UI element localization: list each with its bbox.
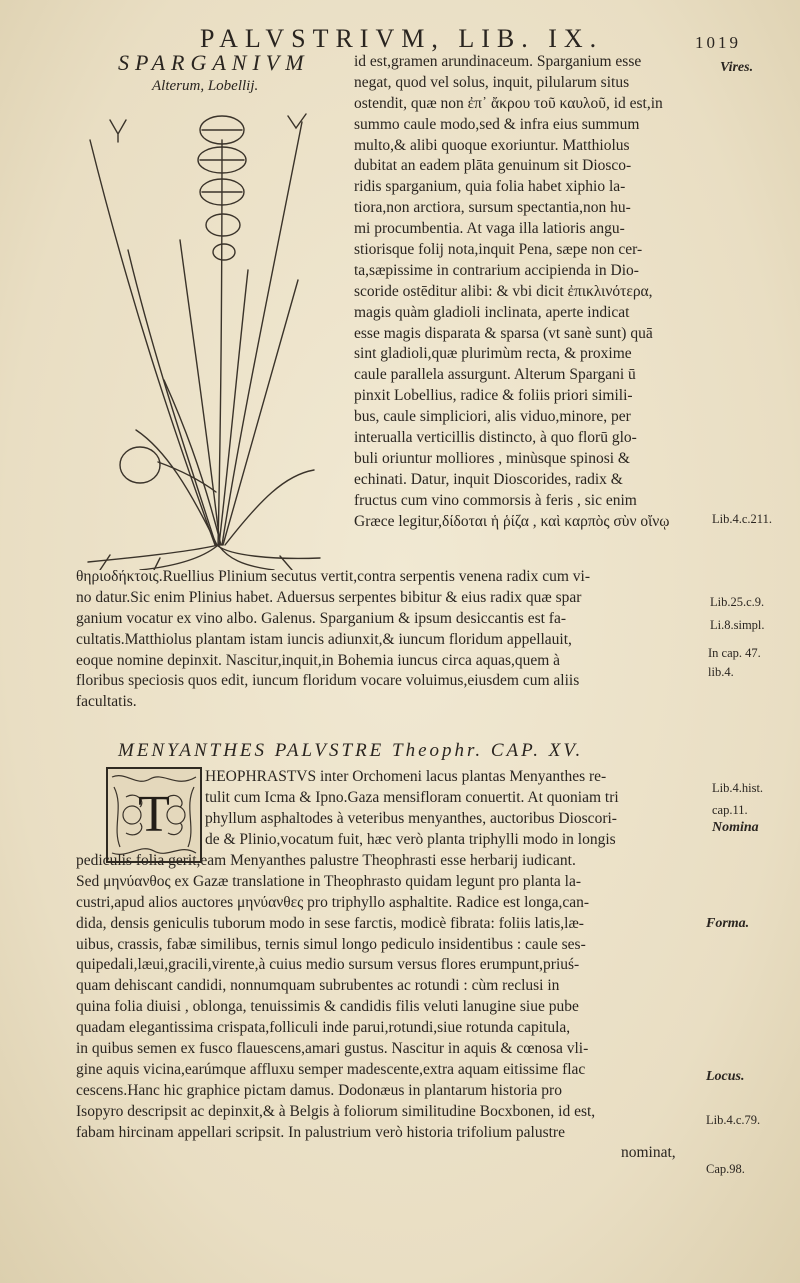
body-text-full-width-2 — [76, 851, 676, 1164]
running-header: PALVSTRIVM, LIB. IX. — [200, 24, 604, 53]
text-line: floribus speciosis quos edit, iuncum floridum vocare voluimus,eiusdem cum aliis — [76, 672, 580, 690]
margin-note-locus: Locus. — [706, 1069, 745, 1084]
text-line: HEOPHRASTVS inter Orchomeni lacus plantas Menyanthes re- — [205, 768, 607, 785]
text-line: facultatis. — [76, 693, 137, 711]
text-line: phyllum asphaltodes à veteribus menyanthes, auctoribus Dioscori- — [205, 809, 617, 827]
text-line: de & Plinio,vocatum fuit, hæc verò planta triphylli modo in longis — [205, 830, 616, 848]
margin-note-ref: lib.4. — [708, 665, 734, 679]
body-text-beside-initial — [205, 767, 619, 851]
body-text-right-column — [354, 52, 710, 532]
text-line: dida, densis geniculis tuborum modo in sese farctis, modicè fibrata: foliis latis,læ- — [76, 914, 584, 932]
text-line: in quibus semen ex fusco flauescens,amari gustus. Nascitur in aquis & cœnosa vli- — [76, 1040, 589, 1058]
text-line: summo caule modo,sed & infra eius summum — [354, 115, 640, 133]
text-line: magis quàm gladioli inclinata, aperte indicat — [354, 303, 630, 321]
ornamental-initial-T — [106, 767, 202, 863]
text-line: quina folia diuisi , oblonga, tenuissimis & candidis filis veluti lanugine siue pube — [76, 998, 579, 1016]
text-line: quam dehiscant candidi, nonnumquam subrubentes ac rotundi : cùm reclusi in — [76, 977, 560, 995]
text-line: esse magis disparata & sparsa (vt sanè sunt) quā — [354, 324, 653, 342]
text-line: bus, caule simpliciori, alis viduo,minore, per — [354, 408, 631, 426]
margin-note-ref: Cap.98. — [706, 1162, 745, 1176]
sparganium-woodcut-illustration — [70, 100, 340, 570]
margin-note-ref: Lib.25.c.9. — [710, 595, 765, 609]
text-line: pediculis folia gerit,eam Menyanthes palustre Theophrasti esse herbarij iudicant. — [76, 852, 576, 869]
plant-title: SPARGANIVM — [118, 50, 310, 75]
margin-note-ref: In cap. 47. — [708, 646, 761, 660]
plant-subtitle: Alterum, Lobellij. — [152, 78, 259, 94]
text-line: quipedali,læui,gracili,virente,à cuius medio sursum versus flores erumpunt,priuś- — [76, 956, 580, 974]
margin-note-vires: Vires. — [720, 60, 754, 75]
text-line: Sed μηνύανθος ex Gazæ translatione in Theophrasto quidam legunt pro planta la- — [76, 872, 582, 890]
body-text-full-width-1 — [76, 567, 590, 713]
text-line: stiorisque folij nota,inquit Pena, sæpe non cer- — [354, 241, 643, 259]
text-line: Græce legitur,δίδοται ἡ ῥίζα , καὶ καρπὸς σὺν οἴνῳ — [354, 512, 670, 530]
margin-note-nomina: Nomina — [712, 820, 759, 835]
text-line: buli oriuntur molliores , minùsque spinosi & — [354, 449, 630, 467]
margin-note-ref: cap.11. — [712, 803, 748, 817]
margin-note-ref: Lib.4.hist. — [712, 781, 764, 795]
text-line: pinxit Lobellius, radice & foliis priori simili- — [354, 387, 633, 405]
text-line: uibus, crassis, fabæ similibus, ternis simul longo pediculo insidentibus : caule ses- — [76, 935, 586, 953]
text-line: gine aquis vicina,earúmque affluxu semper madescente,extra aquam eitissime flac — [76, 1060, 586, 1078]
text-line: ta,sæpissime in contrarium accipienda in Dio- — [354, 261, 639, 279]
text-line: Isopyro descripsit ac depinxit,& à Belgis à foliorum similitudine Bocxbonen, id est, — [76, 1102, 596, 1120]
text-line: dubitat an eadem plāta genuinum sit Diosco- — [354, 157, 632, 175]
text-line: echinati. Datur, inquit Dioscorides, radix & — [354, 470, 623, 488]
text-line: quadam elegantissima crispata,folliculi inde parui,rotundi,siue rotunda capitula, — [76, 1019, 571, 1037]
text-line: caule parallela assurgunt. Alterum Spargani ū — [354, 366, 636, 384]
text-line: sint gladioli,quæ plurimùm recta, & proxime — [354, 345, 632, 363]
text-line: custri,apud alios auctores μηνύανθες pro triphyllo asphaltite. Radice est longa,can- — [76, 893, 590, 911]
text-line: ostendit, quæ non ἐπ᾽ ἄκρου τοῦ καυλοῦ, id est,in — [354, 94, 663, 112]
text-line: cultatis.Matthiolus plantam istam iuncis adiunxit,& iuncum floridum appellauit, — [76, 630, 572, 648]
text-line: θηριοδήκτοις.Ruellius Plinium secutus vertit,contra serpentis venena radix cum vi- — [76, 568, 591, 585]
margin-note-ref: Lib.4.c.79. — [706, 1113, 761, 1127]
text-line: id est,gramen arundinaceum. Sparganium esse — [354, 53, 642, 70]
text-line: fabam hircinam appellari scripsit. In palustrium verò historia trifolium palustre — [76, 1123, 565, 1141]
margin-note-forma: Forma. — [706, 916, 750, 931]
page-number: 1019 — [695, 33, 741, 52]
text-line: tulit cum Icma & Ipno.Gaza mensifloram conuertit. At quoniam tri — [205, 788, 619, 806]
text-line: ganium vocatur ex vino albo. Galenus. Sparganium & ipsum desiccantis est fa- — [76, 609, 567, 627]
text-line: eoque nomine depinxit. Nascitur,inquit,in Bohemia iuncus circa aquas,quem à — [76, 651, 561, 669]
text-line: negat, quod vel solus, inquit, pilularum situs — [354, 73, 630, 91]
text-line: scoride ostēditur alibi: & vbi dicit ἐπικλινότερα, — [354, 282, 653, 300]
margin-note-ref: Lib.4.c.211. — [712, 512, 772, 526]
text-line: interualla verticillis distincto, à quo florū glo- — [354, 429, 637, 447]
text-line: ridis sparganium, quia folia habet xiphio la- — [354, 178, 626, 196]
text-line: fructus cum vino commorsis à feris , sic enim — [354, 491, 637, 509]
text-line: tiora,non arctiora, sursum spectantia,non hu- — [354, 199, 631, 217]
text-line: multo,& alibi quoque exoriuntur. Matthiolus — [354, 136, 630, 154]
text-line: mi procumbentia. At vaga illa latioris angu- — [354, 220, 625, 238]
text-line: nominat, — [621, 1144, 676, 1162]
chapter-heading: MENYANTHES PALVSTRE Theophr. CAP. XV. — [118, 740, 584, 761]
text-line: cescens.Hanc hic graphice pictam damus. Dodonæus in plantarum historia pro — [76, 1081, 562, 1099]
initial-letter: T — [138, 786, 170, 843]
margin-note-ref: Li.8.simpl. — [710, 618, 765, 632]
text-line: no datur.Sic enim Plinius habet. Aduersus serpentes bibitur & eius radix quæ spar — [76, 588, 582, 606]
